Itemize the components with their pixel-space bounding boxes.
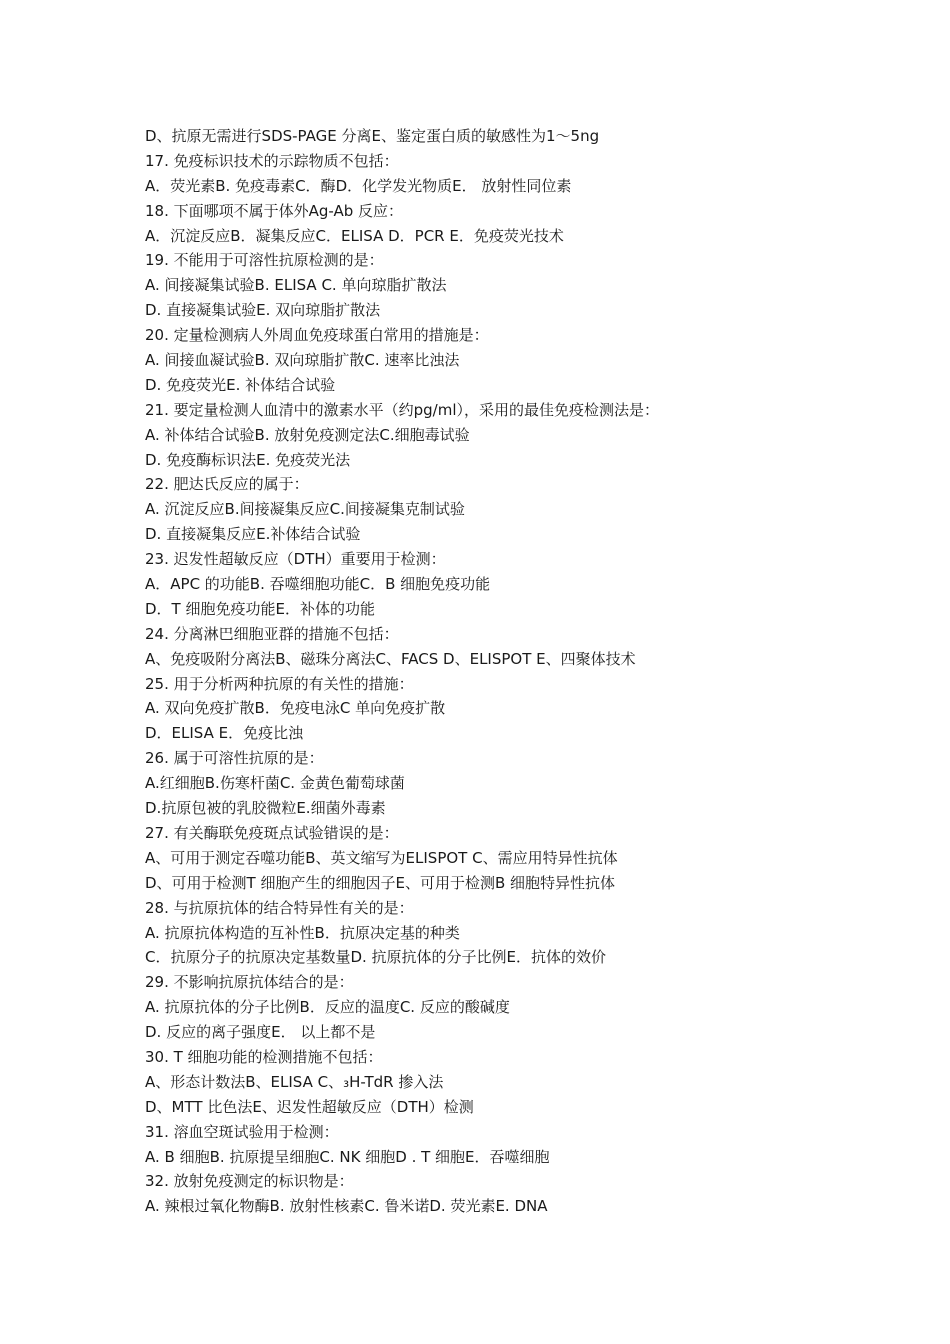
- question-19-options-a: A. 间接凝集试验B. ELISA C. 单向琼脂扩散法: [145, 276, 447, 295]
- question-26-options-b: D.抗原包被的乳胶微粒E.细菌外毒素: [145, 799, 386, 818]
- question-30-options-a: A、形态计数法B、ELISA C、₃H-TdR 掺入法: [145, 1072, 444, 1091]
- question-21-options-a: A. 补体结合试验B. 放射免疫测定法C.细胞毒试验: [145, 425, 470, 444]
- question-23-stem: 23. 迟发性超敏反应（DTH）重要用于检测：: [145, 550, 446, 569]
- question-25-stem: 25. 用于分析两种抗原的有关性的措施：: [145, 674, 414, 693]
- question-30-stem: 30. T 细胞功能的检测措施不包括：: [145, 1047, 383, 1066]
- question-18-options: A．沉淀反应B．凝集反应C．ELISA D．PCR E．免疫荧光技术: [145, 226, 564, 245]
- question-20-options-b: D. 免疫荧光E. 补体结合试验: [145, 375, 336, 394]
- question-24-options: A、免疫吸附分离法B、磁珠分离法C、FACS D、ELISPOT E、四聚体技术: [145, 649, 636, 668]
- question-27-options-a: A、可用于测定吞噬功能B、英文缩写为ELISPOT C、需应用特异性抗体: [145, 848, 618, 867]
- question-21-stem: 21. 要定量检测人血清中的激素水平（约pg/ml），采用的最佳免疫检测法是：: [145, 400, 660, 419]
- question-31-stem: 31. 溶血空斑试验用于检测：: [145, 1122, 339, 1141]
- question-29-stem: 29. 不影响抗原抗体结合的是：: [145, 973, 354, 992]
- question-26-options-a: A.红细胞B.伤寒杆菌C. 金黄色葡萄球菌: [145, 774, 405, 793]
- question-26-stem: 26. 属于可溶性抗原的是：: [145, 749, 324, 768]
- question-22-options-a: A. 沉淀反应B.间接凝集反应C.间接凝集克制试验: [145, 500, 465, 519]
- question-29-options-b: D. 反应的离子强度E． 以上都不是: [145, 1023, 376, 1042]
- question-27-options-b: D、可用于检测T 细胞产生的细胞因子E、可用于检测B 细胞特异性抗体: [145, 873, 616, 892]
- question-23-options-a: A．APC 的功能B. 吞噬细胞功能C．B 细胞免疫功能: [145, 575, 491, 594]
- question-20-stem: 20. 定量检测病人外周血免疫球蛋白常用的措施是：: [145, 326, 489, 345]
- question-17-stem: 17. 免疫标识技术的示踪物质不包括：: [145, 151, 399, 170]
- question-20-options-a: A. 间接血凝试验B. 双向琼脂扩散C. 速率比浊法: [145, 351, 460, 370]
- question-19-stem: 19. 不能用于可溶性抗原检测的是：: [145, 251, 384, 270]
- question-21-options-b: D. 免疫酶标识法E. 免疫荧光法: [145, 450, 351, 469]
- question-24-stem: 24. 分离淋巴细胞亚群的措施不包括：: [145, 624, 399, 643]
- question-25-options-b: D．ELISA E．免疫比浊: [145, 724, 304, 743]
- question-19-options-b: D. 直接凝集试验E. 双向琼脂扩散法: [145, 301, 381, 320]
- question-30-options-b: D、MTT 比色法E、迟发性超敏反应（DTH）检测: [145, 1097, 474, 1116]
- document-body: [145, 124, 905, 1219]
- question-27-stem: 27. 有关酶联免疫斑点试验错误的是：: [145, 823, 399, 842]
- question-29-options-a: A. 抗原抗体的分子比例B．反应的温度C. 反应的酸碱度: [145, 998, 510, 1017]
- question-28-options-b: C．抗原分子的抗原决定基数量D. 抗原抗体的分子比例E．抗体的效价: [145, 948, 607, 967]
- question-25-options-a: A. 双向免疫扩散B．免疫电泳C 单向免疫扩散: [145, 699, 446, 718]
- question-31-options: A. B 细胞B. 抗原提呈细胞C. NK 细胞D . T 细胞E．吞噬细胞: [145, 1147, 550, 1166]
- question-28-stem: 28. 与抗原抗体的结合特异性有关的是：: [145, 898, 414, 917]
- question-23-options-b: D．T 细胞免疫功能E．补体的功能: [145, 599, 375, 618]
- question-22-options-b: D. 直接凝集反应E.补体结合试验: [145, 525, 361, 544]
- question-28-options-a: A. 抗原抗体构造的互补性B．抗原决定基的种类: [145, 923, 460, 942]
- question-32-stem: 32. 放射免疫测定的标识物是：: [145, 1172, 354, 1191]
- text-line: D、抗原无需进行SDS-PAGE 分离E、鉴定蛋白质的敏感性为1～5ng: [145, 127, 600, 145]
- question-22-stem: 22. 肥达氏反应的属于：: [145, 475, 309, 494]
- question-32-options: A. 辣根过氧化物酶B. 放射性核素C. 鲁米诺D. 荧光素E. DNA: [145, 1197, 548, 1216]
- question-17-options: A．荧光素B. 免疫毒素C．酶D．化学发光物质E． 放射性同位素: [145, 176, 572, 195]
- question-18-stem: 18. 下面哪项不属于体外Ag-Ab 反应：: [145, 201, 404, 220]
